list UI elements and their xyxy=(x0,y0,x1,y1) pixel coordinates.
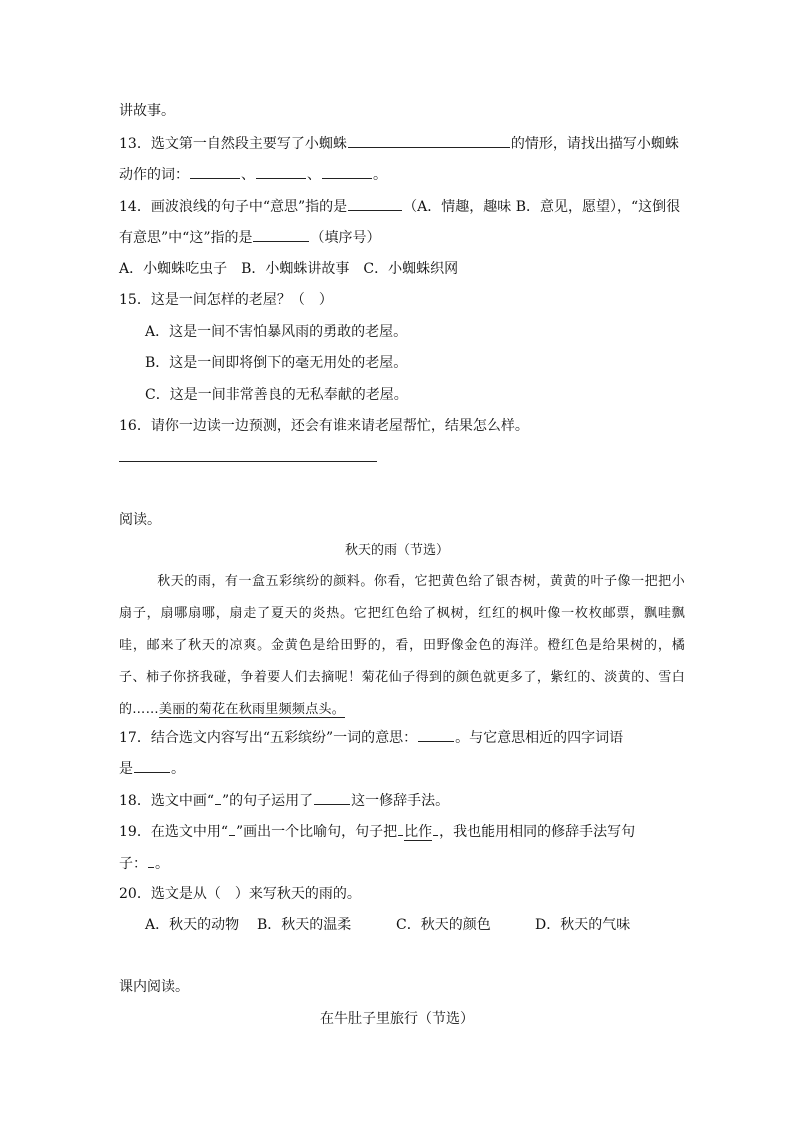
q13-blank-3[interactable] xyxy=(256,164,306,179)
q13-blank-1[interactable] xyxy=(348,133,510,148)
q17-line2-start: 是 xyxy=(119,761,133,777)
q14-line2-part1: 有意思”中“这”指的是 xyxy=(119,230,253,246)
passage-text: 秋天的雨，有一盒五彩缤纷的颜料。你看，它把黄色给了银杏树，黄黄的叶子像一把把小扇子，扇哪扇哪，扇走了夏天的炎热。它把红色给了枫树，红红的枫叶像一枚枚邮票，飘哇飘哇，邮来了秋天的凉爽。金黄色是给田野的，看，田野像金色的海洋。橙红色是给果树的，橘子、柿子你挤我碰，争着要人们去摘呢！菊花仙子得到的颜色就更多了，紫红的、淡黄的、雪白的…… xyxy=(119,574,685,717)
q19-fill-text: 比作 xyxy=(404,824,433,840)
question-18 xyxy=(119,790,449,811)
q19-mark-blank xyxy=(229,821,235,836)
passage-body xyxy=(119,566,685,726)
q20-option-d[interactable]: D．秋天的气味 xyxy=(535,917,631,933)
q19-text-part3: ，我也能用相同的修辞手法写句 xyxy=(439,824,636,840)
q17-text-part2: 。与它意思相近的四字词语 xyxy=(455,730,624,746)
q20-option-a[interactable]: A．秋天的动物 xyxy=(145,917,240,933)
q14-blank-1[interactable] xyxy=(348,196,402,211)
q19-text-part2: ”画出一个比喻句，句子把 xyxy=(235,824,398,840)
q13-sep-1: 、 xyxy=(241,167,255,183)
q13-blank-2[interactable] xyxy=(190,164,240,179)
q14-line2-part2: （填序号） xyxy=(310,230,381,246)
question-15: 15．这是一间怎样的老屋？（ ） xyxy=(119,292,333,308)
passage2-title: 在牛肚子里旅行（节选） xyxy=(320,1011,474,1027)
q16-answer-line[interactable] xyxy=(119,461,377,462)
q13-line2-start: 动作的词： xyxy=(119,167,189,183)
passage-underlined-sentence: 美丽的菊花在秋雨里频频点头。 xyxy=(158,702,346,717)
q19-end: 。 xyxy=(155,856,169,872)
question-14-line2 xyxy=(119,227,380,248)
q13-end: 。 xyxy=(373,167,387,183)
q19-text-part1: 19．在选文中用“ xyxy=(119,824,228,840)
q18-text-part1: 18．选文中画“ xyxy=(119,793,214,809)
q13-text-part2: 的情形，请找出描写小蜘蛛 xyxy=(510,136,679,152)
q20-option-b[interactable]: B．秋天的温柔 xyxy=(257,917,352,933)
reading-label: 阅读。 xyxy=(119,512,161,528)
question-19-line2 xyxy=(119,853,169,874)
q18-blank[interactable] xyxy=(314,790,350,805)
q15-option-b[interactable]: B．这是一间即将倒下的毫无用处的老屋。 xyxy=(145,355,408,371)
q19-line2-start: 子： xyxy=(119,856,147,872)
q17-text-part1: 17．结合选文内容写出“五彩缤纷”一词的意思： xyxy=(119,730,418,746)
q15-option-c[interactable]: C．这是一间非常善良的无私奉献的老屋。 xyxy=(145,387,408,403)
question-17-line2 xyxy=(119,758,185,779)
q20-option-c[interactable]: C．秋天的颜色 xyxy=(396,917,491,933)
q13-sep-2: 、 xyxy=(307,167,321,183)
q13-blank-4[interactable] xyxy=(322,164,372,179)
question-13-line2 xyxy=(119,164,387,185)
q17-blank-2[interactable] xyxy=(134,758,170,773)
q19-blank-2[interactable] xyxy=(433,821,438,836)
q18-text-part3: 这一修辞手法。 xyxy=(351,793,450,809)
reading2-label: 课内阅读。 xyxy=(119,979,189,995)
q14-text-part1: 14．画波浪线的句子中“意思”指的是 xyxy=(119,199,348,215)
q13-text-part1: 13．选文第一自然段主要写了小蜘蛛 xyxy=(119,136,347,152)
q18-mark-blank xyxy=(215,790,221,805)
passage-title: 秋天的雨（节选） xyxy=(344,543,449,558)
top-fragment: 讲故事。 xyxy=(119,103,175,119)
q17-blank-1[interactable] xyxy=(418,727,454,742)
question-14-line1 xyxy=(119,196,680,217)
q19-blank-3[interactable] xyxy=(148,853,154,868)
question-19-line1 xyxy=(119,821,635,842)
q14-text-part2: （A．情趣，趣味 B．意见，愿望），“这倒很 xyxy=(403,199,681,215)
q19-blank-1[interactable] xyxy=(398,821,403,836)
q18-text-part2: ”的句子运用了 xyxy=(221,793,314,809)
q17-end: 。 xyxy=(171,761,185,777)
q15-option-a[interactable]: A．这是一间不害怕暴风雨的勇敢的老屋。 xyxy=(145,324,408,340)
question-14-options: A．小蜘蛛吃虫子 B．小蜘蛛讲故事 C．小蜘蛛织网 xyxy=(119,261,459,277)
q14-blank-2[interactable] xyxy=(253,227,309,242)
question-13-line1 xyxy=(119,133,679,154)
question-16: 16．请你一边读一边预测，还会有谁来请老屋帮忙，结果怎么样。 xyxy=(119,418,529,434)
question-20: 20．选文是从（ ）来写秋天的雨的。 xyxy=(119,886,361,902)
question-17-line1 xyxy=(119,727,623,748)
